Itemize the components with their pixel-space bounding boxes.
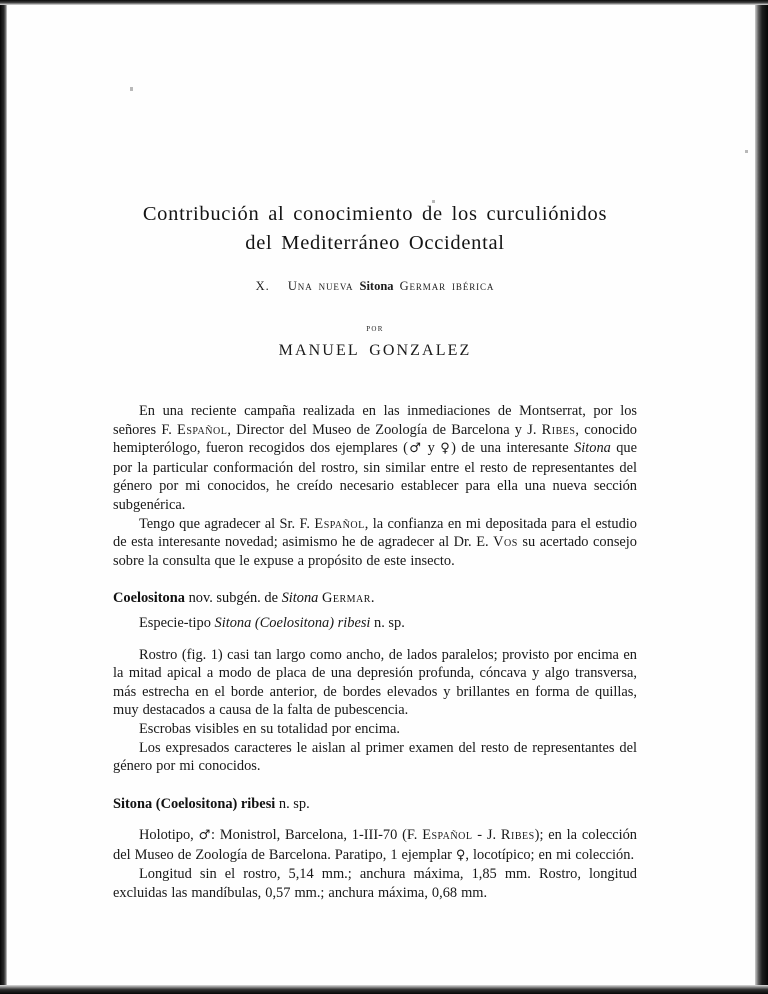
male-symbol: ♂ [407, 441, 423, 457]
species-name: Sitona (Coelositona) ribesi [113, 795, 276, 812]
subtitle-genus: Sitona [359, 279, 394, 293]
scan-edge-bottom [0, 985, 768, 994]
species-heading [113, 795, 637, 814]
female-symbol: ♀ [455, 847, 466, 863]
paragraph-intro: En una reciente campaña realizada en las inmediaciones de Montserrat, por los señores F. Español, Director del Museo de Zoología de Barcelona y J. Ribes, conocido hemipterólogo, fueron recogidos dos ejemplares (♂ y ♀) de una interesante Sitona que por la particular conformación del rostro, sin similar entre el resto de representantes del género por mi conocidos, he creído necesario establecer para ella una nueva sección subgenérica. [113, 403, 637, 513]
scan-speck [130, 87, 133, 91]
paragraph-scrobes: Escrobas visibles en su totalidad por encima. [139, 720, 400, 737]
spacer [113, 633, 637, 646]
name-ribes: Ribes [541, 421, 576, 438]
author-name: MANUEL GONZALEZ [278, 342, 472, 359]
title-line-2: del Mediterráneo Occidental [245, 232, 505, 254]
name-vos: Vos [493, 534, 518, 551]
genus-sitona: Sitona [281, 590, 319, 607]
subtitle [113, 277, 637, 295]
name-espanol: Español [314, 515, 365, 532]
title-line-1: Contribución al conocimiento de los curculiónidos [142, 203, 608, 225]
spacer [113, 776, 637, 795]
type-species-line: Especie-tipo Sitona (Coelositona) ribesi n. sp. [139, 614, 405, 631]
type-species-name: Sitona (Coelositona) ribesi [214, 614, 371, 631]
paragraph-characters: Los expresados caracteres le aislan al primer examen del resto de representantes del género por mi conocidos. [113, 739, 637, 775]
genus-sitona: Sitona [574, 440, 611, 457]
paragraph-rostrum: Rostro (fig. 1) casi tan largo como ancho, de lados paralelos; provisto por encima en la mitad apical a modo de placa de una depresión profunda, cóncava y algo transversa, más estrecha en el borde anterior, de bordes elevados y brillantes en forma de quillas, muy destacados a causa de la falta de pubescencia. [113, 646, 637, 719]
species-rank: n. sp. [275, 795, 310, 812]
name-espanol: Español [422, 827, 473, 844]
subtitle-before: Una nueva [287, 279, 354, 293]
by-label: por [366, 324, 384, 334]
female-symbol: ♀ [440, 441, 452, 457]
subtitle-after: Germar ibérica [399, 279, 495, 293]
spacer [113, 813, 637, 826]
name-espanol: Español [177, 421, 228, 438]
by-label-row [113, 318, 637, 336]
subgenus-name: Coelositona [113, 590, 185, 607]
subgenus-heading: Coelositona nov. subgén. de Sitona Germar. [113, 590, 375, 607]
spacer [113, 570, 637, 589]
author-germar: Germar [321, 590, 371, 607]
body-text [113, 402, 637, 903]
page-title [113, 200, 637, 258]
series-marker: X. [255, 279, 270, 293]
name-ribes: Ribes [500, 827, 535, 844]
scan-edge-left [0, 0, 7, 994]
paragraph-holotype: Holotipo, ♂: Monistrol, Barcelona, 1-III-70 (F. Español - J. Ribes); en la colección del Museo de Zoología de Barcelona. Paratipo, 1 ejemplar ♀, locotípico; en mi colección. [113, 827, 637, 863]
type-species-rank: n. sp. [370, 614, 405, 631]
paragraph-measurements: Longitud sin el rostro, 5,14 mm.; anchura máxima, 1,85 mm. Rostro, longitud excluidas las mandíbulas, 0,57 mm.; anchura máxima, 0,68 mm. [113, 866, 637, 902]
male-symbol: ♂ [198, 828, 212, 844]
author-row [113, 342, 637, 360]
paragraph-acknowledgement: Tengo que agradecer al Sr. F. Español, la confianza en mi depositada para el estudio de esta interesante novedad; asimismo he de agradecer al Dr. E. Vos su acertado consejo sobre la consulta que le expuse a propósito de este insecto. [113, 515, 637, 569]
scan-edge-right [755, 0, 768, 994]
scan-edge-top [0, 0, 768, 5]
scan-speck [745, 150, 748, 153]
